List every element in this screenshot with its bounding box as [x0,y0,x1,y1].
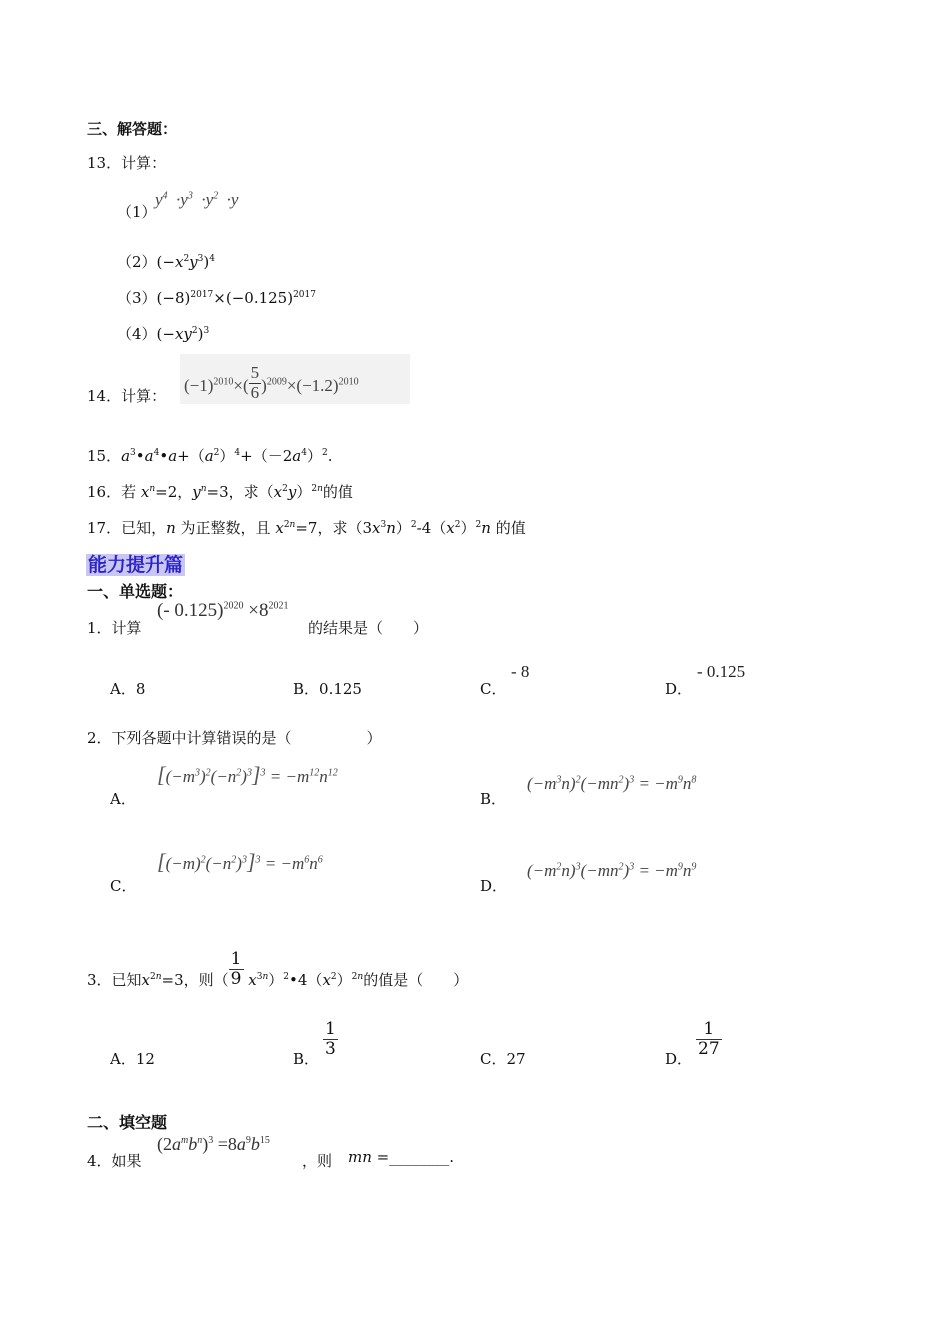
question-13-label: 13．计算： [87,154,167,172]
q13-item-2 [117,251,215,272]
adv-q2-option-a[interactable]: A． [110,790,136,808]
q14-expr: $(-1)^{2010}\times$( $\frac{5}{6}$ )$^{2009}\times(-1.2)^{2010}$ [180,354,410,404]
q13-item-2-expr: $(-x^2y^3)^4$ [156,253,215,271]
q17-ask: ，求 [317,519,348,537]
adv-q4-answer-line[interactable]: mn =________. [348,1148,455,1166]
q13-item-1-expr: $y^4 \cdot y^3 \cdot y^2 \cdot y$ [155,190,239,209]
question-16 [87,481,353,502]
adv-q3-option-d[interactable]: D． [665,1050,693,1068]
adv-q3-option-c[interactable]: C．27 [480,1050,526,1068]
adv-q1-option-b[interactable]: B．0.125 [293,680,362,698]
section-heading-answer: 三、解答题： [87,120,178,138]
adv-q3-option-b[interactable]: B． [293,1050,320,1068]
adv-q2-option-b-expr: $(-m^3n)^2(-mn^2)^3 = -m^9n^8$ [527,774,697,793]
adv-q2-option-c[interactable]: C． [110,877,137,895]
adv-q2-option-d[interactable]: D． [480,877,508,895]
adv-q2-label: 2．下列各题中计算错误的是（ ） [87,729,382,747]
adv-q2-option-d-expr: $(-m^2n)^3(-mn^2)^3 = -m^9n^9$ [527,861,697,880]
adv-q2-option-c-expr: $[(-m)^2(-n^2)^3]^3 = -m^6n^6$ [157,849,323,874]
q15-label: 15． [87,447,122,465]
adv-q3-label-group: 3．已知$x^{2n}=3$，则（ $\frac{1}{9}$ $x^{3n})^2•4(x^2)^{2n}$的值是（ ） [87,949,469,990]
adv-q1-option-d[interactable]: D． [665,680,693,698]
q17-label: 17．已知， [87,519,167,537]
adv-q1-label: 1．计算 [87,619,142,637]
adv-q2-option-b[interactable]: B． [480,790,507,808]
adv-q3-option-d-frac: $\frac{1}{27}$ [698,1019,720,1059]
q13-item-1-num: （1） [117,203,157,221]
q13-item-2-num: （2） [117,253,157,271]
adv-q4-blank[interactable]: ________ [389,1148,450,1166]
q16-expr: $x^n=2$，$y^n=3$，求$(x^2y)^{2n}$的值 [140,483,353,501]
q13-item-3-num: （3） [117,289,157,307]
adv-q3-tail: 的值是（ ） [363,971,469,990]
adv-q2-option-a-expr: $[(-m^3)^2(-n^2)^3]^3 = -m^{12}n^{12}$ [157,762,338,787]
adv-q1-option-d-value: - 0.125 [697,662,746,681]
question-15 [87,445,333,466]
q13-item-4-num: （4） [117,325,157,343]
adv-q1-option-a[interactable]: A．8 [110,680,146,698]
adv-q1-option-c[interactable]: C． [480,680,507,698]
adv-q1-tail: 的结果是（ ） [308,619,429,637]
advanced-section-title: 能力提升篇 [88,554,184,576]
adv-q1-option-c-value: - 8 [511,662,530,681]
q13-item-4 [117,323,209,344]
adv-q4-expr: $(2a^mb^n)^3 =8a^9b^{15}$ [157,1134,270,1154]
question-14-label: 14．计算： [87,387,167,405]
adv-q3-frac: $\frac{1}{9}$ [230,949,242,989]
q16-label: 16．若 [87,483,137,501]
q13-item-3-expr: $(-8)^{2017}\times(-0.125)^{2017}$ [156,289,316,307]
adv-q3-option-b-frac: $\frac{1}{3}$ [325,1019,336,1059]
adv-q3-label: 3．已知 [87,971,142,990]
q15-expr: $a^3•a^4•a+(a^2)^4+(-2a^4)^2$. [121,447,333,465]
single-choice-heading: 一、单选题： [87,582,184,601]
adv-q3-option-a[interactable]: A．12 [110,1050,155,1068]
q13-item-3 [117,287,316,308]
q17-tail: 的值 [495,519,526,537]
fill-blank-heading: 二、填空题 [87,1113,168,1132]
q13-item-4-expr: $(-xy^2)^3$ [156,325,210,343]
adv-q4-mid: ，则 [302,1152,333,1170]
adv-q1-expr: (- $0.125)^{2020} \times 8^{2021}$ [157,600,289,621]
q17-mid: 为正整数，且 [180,519,271,537]
adv-q4-label: 4．如果 [87,1152,142,1170]
question-17: 17．已知，n 为正整数，且 $x^{2n}=7$，求$(3x^3n)^2-4(x^2)^2n$ 的值 [87,519,526,537]
